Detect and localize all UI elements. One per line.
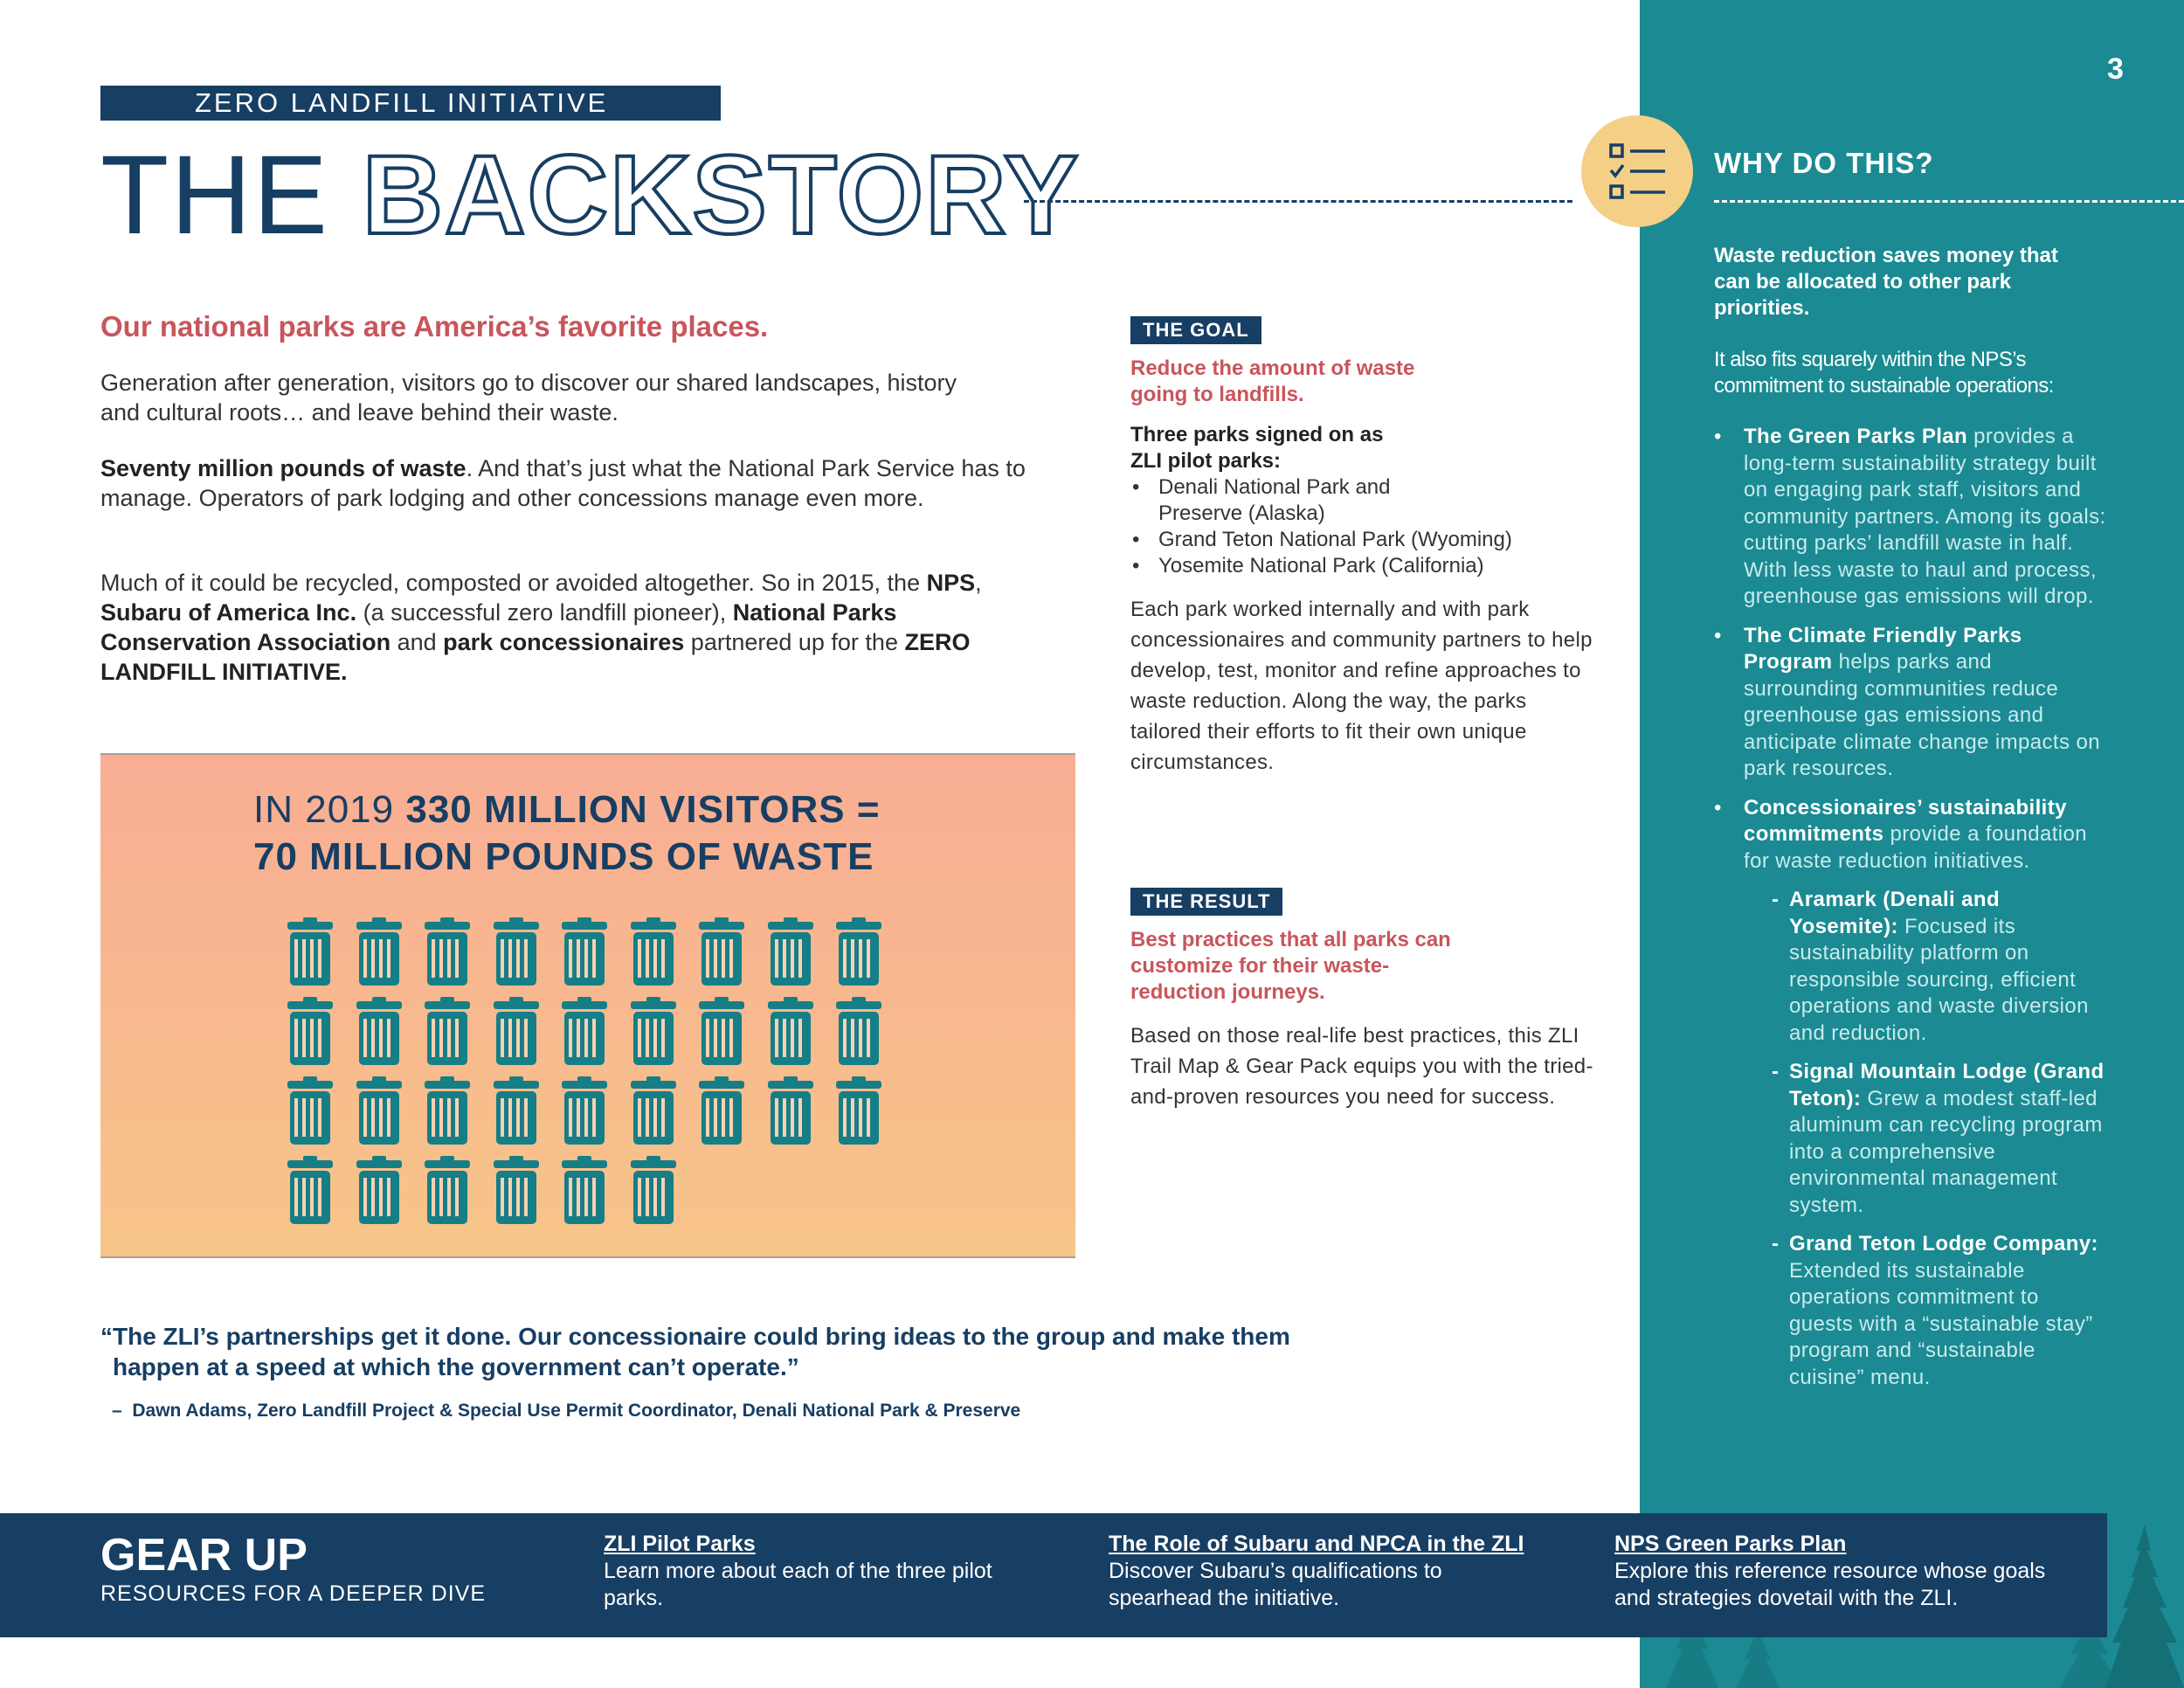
trash-can-icon [629, 1156, 678, 1224]
why-item-title: The Green Parks Plan [1744, 425, 1968, 448]
infographic-line-1 [253, 786, 881, 834]
checklist-icon [1581, 115, 1693, 227]
why-item-text: helps parks and surrounding communities reduce greenhouse gas emissions and anticipate climate change impacts on park resources. [1744, 650, 2100, 780]
intro-lead: Our national parks are America’s favorite places. [100, 310, 769, 342]
trash-can-icon [492, 997, 541, 1065]
goal-headline: Reduce the amount of waste going to landfills. [1130, 356, 1415, 406]
trash-can-icon [629, 997, 678, 1065]
goal-body: Each park worked internally and with park concessionaires and community partners to help develop, test, monitor and refine approaches to waste reduction. Along the way, the parks tailored their efforts to fit their own unique circumstances. [1130, 598, 1593, 774]
trash-can-icon [766, 1076, 815, 1145]
trash-can-icon [355, 997, 404, 1065]
why-list [1714, 424, 2107, 1403]
trash-can-icon [766, 917, 815, 986]
intro-p3-subaru: Subaru of America Inc. [100, 599, 357, 626]
quote-line-1: “The ZLI’s partnerships get it done. Our concessionaire could bring ideas to the group and make them [100, 1323, 1290, 1350]
infographic-year: IN 2019 [253, 788, 406, 831]
intro-p3-text: partnered up for the [684, 629, 905, 655]
concessionaire-signal-mountain [1772, 1059, 2107, 1219]
concessionaire-text: Grew a modest staff-led aluminum can recycling program into a comprehensive environmental management system. [1789, 1086, 2103, 1217]
pilot-park-item: • Grand Teton National Park (Wyoming) [1130, 527, 1620, 553]
why-item-green-parks [1714, 424, 2107, 611]
tree-silhouette-icon [2097, 1525, 2184, 1688]
resource-green-parks [1614, 1531, 2086, 1612]
why-item-concessionaires [1714, 795, 2107, 1392]
gear-up-title: GEAR UP [100, 1530, 308, 1581]
concessionaire-aramark [1772, 887, 2107, 1047]
infographic-waste: 70 MILLION POUNDS OF WASTE [253, 835, 874, 878]
concessionaire-name: Aramark (Denali and Yosemite): [1789, 888, 2001, 938]
intro-p3-concessionaires: park concessionaires [443, 629, 685, 655]
trash-can-icon [423, 917, 472, 986]
intro-p3-text: (a successful zero landfill pioneer), [356, 599, 733, 626]
result-headline: Best practices that all parks can customize for their waste-reduction journeys. [1130, 928, 1451, 1004]
trash-can-icon [492, 917, 541, 986]
trash-can-icon [355, 917, 404, 986]
trash-can-icon [560, 1156, 609, 1224]
trash-can-icon [697, 917, 746, 986]
resource-desc: Learn more about each of the three pilot parks. [604, 1559, 992, 1610]
gear-up-subtitle: RESOURCES FOR A DEEPER DIVE [100, 1581, 486, 1606]
resource-desc: Discover Subaru’s qualifications to spearhead the initiative. [1109, 1559, 1442, 1610]
trash-can-icon [834, 1076, 883, 1145]
trash-can-icon [629, 1076, 678, 1145]
trash-can-icon [834, 917, 883, 986]
why-title: WHY DO THIS? [1714, 147, 1934, 179]
trash-can-grid [286, 917, 897, 1232]
resource-pilot-parks [604, 1531, 1023, 1612]
why-divider [1714, 200, 2184, 203]
resource-link-green-parks-plan[interactable]: NPS Green Parks Plan [1614, 1532, 1847, 1556]
trash-can-icon [697, 997, 746, 1065]
result-body: Based on those real-life best practices, this ZLI Trail Map & Gear Pack equips you with the tried-and-proven resources you need for success. [1130, 1024, 1593, 1109]
quote-attribution-text: Dawn Adams, Zero Landfill Project & Special Use Permit Coordinator, Denali National Park & Preserve [132, 1401, 1021, 1421]
trash-can-icon [286, 917, 335, 986]
trash-can-icon [560, 1076, 609, 1145]
resource-desc: Explore this reference resource whose goals and strategies dovetail with the ZLI. [1614, 1559, 2046, 1610]
trash-can-icon [492, 1076, 541, 1145]
trash-can-icon [766, 997, 815, 1065]
why-lead: Waste reduction saves money that can be allocated to other park priorities. [1714, 244, 2058, 320]
why-item-climate-friendly [1714, 623, 2107, 783]
trash-can-icon [286, 1076, 335, 1145]
concessionaire-list [1744, 887, 2107, 1391]
trash-can-icon [697, 1076, 746, 1145]
trash-can-icon [629, 917, 678, 986]
intro-p3-zli: ZERO LANDFILL INITIATIVE. [100, 629, 971, 685]
result-tag: THE RESULT [1130, 888, 1282, 916]
trash-can-icon [355, 1156, 404, 1224]
trash-can-icon [560, 997, 609, 1065]
trash-can-icon [492, 1156, 541, 1224]
concessionaire-name: Signal Mountain Lodge (Grand Teton): [1789, 1060, 2105, 1110]
why-item-title: Concessionaires’ sustainability commitments [1744, 795, 2067, 846]
intro-p2-bold: Seventy million pounds of waste [100, 455, 467, 481]
page-title [100, 133, 1081, 258]
section-kicker: ZERO LANDFILL INITIATIVE [100, 86, 721, 121]
intro-p3-text: Much of it could be recycled, composted or avoided altogether. So in 2015, the [100, 570, 927, 596]
why-item-text: provides a long-term sustainability strategy built on engaging park staff, visitors and community partners. Among its goals: cutting parks’ landfill waste in half. With less waste to haul and process, greenhouse gas emissions will drop. [1744, 425, 2106, 608]
intro-paragraph-1: Generation after generation, visitors go to discover our shared landscapes, history and cultural roots… and leave behind their waste. [100, 370, 957, 425]
quote-attribution: – Dawn Adams, Zero Landfill Project & Special Use Permit Coordinator, Denali National Park & Preserve [112, 1401, 1021, 1421]
intro-paragraph-3 [100, 568, 1035, 687]
trash-can-icon [423, 997, 472, 1065]
why-item-text: provide a foundation for waste reduction initiatives. [1744, 822, 2088, 873]
pilot-park-item: • Yosemite National Park (California) [1130, 553, 1620, 579]
resource-link-subaru-npca[interactable]: The Role of Subaru and NPCA in the ZLI [1109, 1532, 1524, 1556]
trash-can-icon [355, 1076, 404, 1145]
trash-can-icon [834, 997, 883, 1065]
title-divider [1024, 200, 1572, 203]
intro-p3-npca: National Parks Conservation Association [100, 599, 897, 655]
trash-can-icon [560, 917, 609, 986]
pilot-park-item: • Denali National Park and Preserve (Alaska) [1130, 474, 1462, 527]
why-item-title: The Climate Friendly Parks Program [1744, 623, 2022, 674]
intro-p3-text: , [975, 570, 982, 596]
title-the: THE [100, 133, 329, 258]
intro-p3-text: and [390, 629, 444, 655]
why-subtitle: It also fits squarely within the NPS’s commitment to sustainable operations: [1714, 348, 2054, 398]
concessionaire-text: Extended its sustainable operations commitment to guests with a “sustainable stay” program and “sustainable cuisine” menu. [1789, 1258, 2093, 1389]
goal-tag: THE GOAL [1130, 316, 1261, 344]
trash-can-icon [423, 1156, 472, 1224]
intro-paragraph-2 [100, 453, 1026, 513]
concessionaire-grand-teton-lodge [1772, 1231, 2107, 1391]
goal-signed: Three parks signed on as ZLI pilot parks: [1130, 423, 1384, 473]
pilot-park-list [1130, 474, 1620, 579]
trash-can-icon [286, 997, 335, 1065]
goal-parks [1130, 422, 1620, 579]
intro-p3-nps: NPS [926, 570, 976, 596]
concessionaire-name: Grand Teton Lodge Company: [1789, 1232, 2098, 1256]
concessionaire-text: Focused its sustainability platform on responsible sourcing, efficient operations and waste diversion and reduction. [1789, 914, 2089, 1045]
infographic-line-2 [253, 834, 881, 881]
page-number: 3 [2107, 52, 2124, 86]
quote-line-2: happen at a speed at which the government can’t operate.” [113, 1353, 799, 1380]
infographic-visitors: 330 MILLION VISITORS = [405, 788, 881, 831]
trash-can-icon [423, 1076, 472, 1145]
intro-p2-text: . And that’s just what the National Park Service has to manage. Operators of park lodging and other concessions manage even more. [100, 455, 1026, 511]
checklist-icon-svg [1581, 115, 1693, 227]
infographic-headline [253, 786, 881, 881]
trash-can-icon [286, 1156, 335, 1224]
resource-subaru-npca [1109, 1531, 1545, 1612]
partner-quote [100, 1321, 1428, 1382]
title-backstory: BACKSTORY [362, 133, 1081, 258]
resource-link-pilot-parks[interactable]: ZLI Pilot Parks [604, 1532, 756, 1556]
